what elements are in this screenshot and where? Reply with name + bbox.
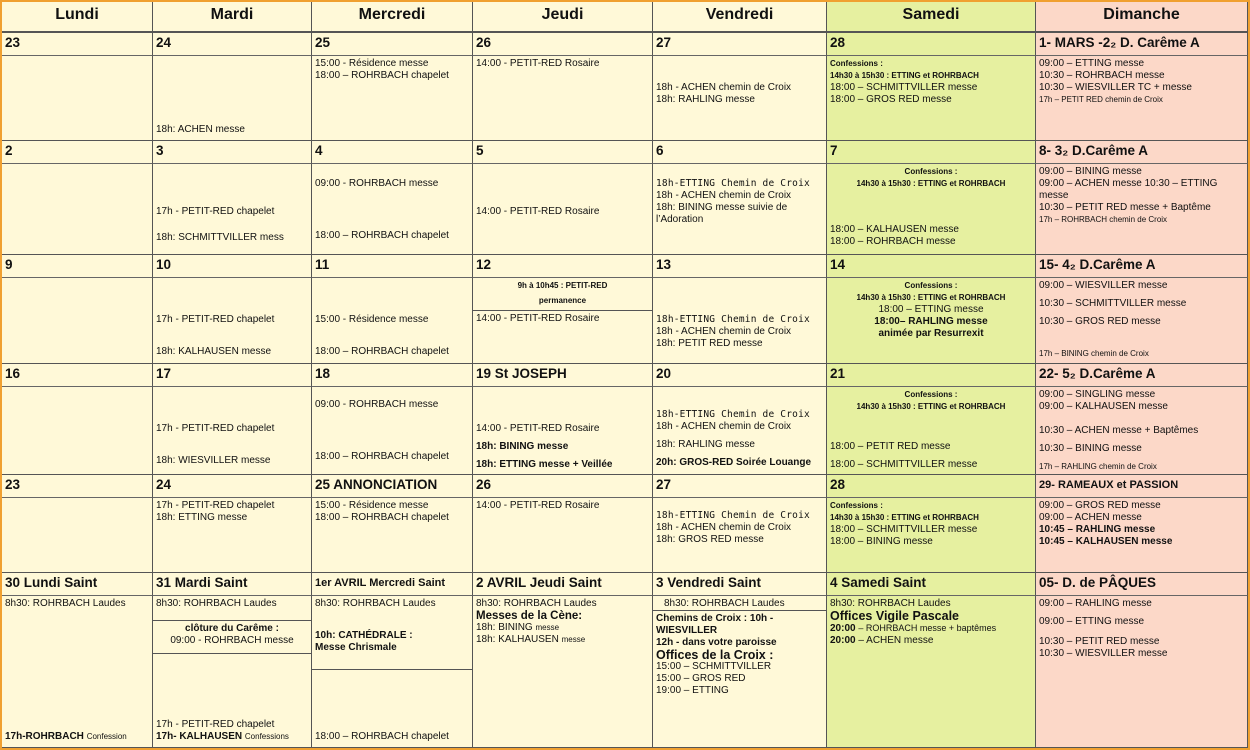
events-cell	[312, 596, 473, 748]
event-line: Offices de la Croix :	[656, 648, 774, 662]
event-line: 18:00 – SCHMITTVILLER messe	[830, 459, 978, 470]
event-line: 14h30 à 15h30 : ETTING et ROHRBACH	[856, 179, 1006, 188]
events-cell	[153, 164, 312, 255]
event-line: 14:00 - PETIT-RED Rosaire	[476, 58, 600, 69]
event-line: 15:00 - Résidence messe	[315, 58, 429, 69]
events-cell	[827, 278, 1036, 364]
event-line: 18h - ACHEN chemin de Croix	[656, 190, 792, 201]
event-line: 18h: GROS RED messe	[656, 534, 764, 545]
date-cell: 24	[153, 33, 312, 56]
date-cell: 30 Lundi Saint	[2, 573, 153, 596]
event-line: 17h - PETIT-RED chapelet	[156, 500, 275, 511]
events-cell	[1036, 56, 1248, 141]
event-line: 15:00 – SCHMITTVILLER	[656, 661, 772, 672]
date-cell: 24	[153, 475, 312, 498]
event-line: 10:30 – ACHEN messe + Baptêmes	[1039, 425, 1199, 436]
events-cell	[153, 498, 312, 573]
events-cell	[653, 596, 827, 748]
event-line: 18h-ETTING Chemin de Croix	[656, 510, 810, 521]
event-line: 14h30 à 15h30 : ETTING et ROHRBACH	[856, 402, 1006, 411]
event-line: Offices Vigile Pascale	[830, 609, 960, 623]
date-cell: 18	[312, 364, 473, 387]
event-line: 14:00 - PETIT-RED Rosaire	[476, 500, 600, 511]
header-vendredi: Vendredi	[653, 2, 827, 33]
event-line: 20h: GROS-RED Soirée Louange	[656, 457, 812, 468]
date-cell: 25 ANNONCIATION	[312, 475, 473, 498]
events-cell	[653, 498, 827, 573]
event-line: 10:30 – BINING messe	[1039, 443, 1142, 454]
event-line: 09:00 - ROHRBACH messe	[315, 178, 439, 189]
events-cell	[2, 278, 153, 364]
events-cell	[2, 498, 153, 573]
event-line: 18h: BINING messe	[476, 441, 569, 452]
event-line: 14h30 à 15h30 : ETTING et ROHRBACH	[830, 71, 979, 80]
event-line: 10:45 – RAHLING messe	[1039, 524, 1156, 535]
event-line: 18:00 – BINING messe	[830, 536, 933, 547]
event-line: 20:00	[830, 623, 856, 634]
event-line: 18h-ETTING Chemin de Croix	[656, 409, 810, 420]
date-cell: 7	[827, 141, 1036, 164]
events-cell	[312, 164, 473, 255]
event-line: 18h - ACHEN chemin de Croix	[656, 522, 792, 533]
date-cell: 9	[2, 255, 153, 278]
date-cell: 11	[312, 255, 473, 278]
event-line: 09:00 – WIESVILLER messe	[1039, 280, 1168, 291]
date-cell: 3 Vendredi Saint	[653, 573, 827, 596]
event-line: 17h-ROHRBACH	[5, 731, 84, 742]
event-line: 18:00 – ROHRBACH chapelet	[315, 346, 449, 357]
event-line: 18:00 – KALHAUSEN messe	[830, 224, 959, 235]
date-cell: 27	[653, 475, 827, 498]
event-line: 18h: PETIT RED messe	[656, 338, 763, 349]
event-line: 10h: CATHÉDRALE :	[315, 630, 413, 641]
header-mardi: Mardi	[153, 2, 312, 33]
event-line: 8h30: ROHRBACH Laudes	[664, 598, 785, 609]
event-line: 09:00 – GROS RED messe	[1039, 500, 1161, 511]
event-line: 17h- KALHAUSEN	[156, 731, 243, 742]
event-line: 18:00 – SCHMITTVILLER messe	[830, 82, 978, 93]
date-cell: 1- MARS -2₂ D. Carême A	[1036, 33, 1248, 56]
events-cell	[827, 56, 1036, 141]
event-line: Confessions	[244, 732, 289, 741]
lent-calendar	[2, 2, 1248, 748]
event-line: 09:00 – ACHEN messe 10:30 – ETTING messe	[1039, 178, 1218, 201]
event-line: 18:00– RAHLING messe	[874, 316, 988, 327]
event-line: 15:00 - Résidence messe	[315, 314, 429, 325]
events-cell	[653, 164, 827, 255]
events-cell	[312, 278, 473, 364]
event-line: 18:00 – PETIT RED messe	[830, 441, 951, 452]
date-cell: 21	[827, 364, 1036, 387]
event-line: Confessions :	[904, 167, 958, 176]
date-cell: 13	[653, 255, 827, 278]
events-cell	[653, 56, 827, 141]
date-cell: 23	[2, 475, 153, 498]
event-line: 15:00 – GROS RED	[656, 673, 746, 684]
event-line: 18:00 – ROHRBACH chapelet	[315, 70, 449, 81]
event-line: 20:00	[830, 635, 856, 646]
event-line: 18:00 – ETTING messe	[878, 304, 984, 315]
event-line: – ROHRBACH messe + baptêmes	[858, 623, 997, 633]
date-cell: 19 St JOSEPH	[473, 364, 653, 387]
events-cell	[312, 498, 473, 573]
event-line: Chemins de Croix : 10h - WIESVILLER	[656, 613, 774, 636]
events-cell	[653, 387, 827, 475]
events-cell	[653, 278, 827, 364]
event-line: 14h30 à 15h30 : ETTING et ROHRBACH	[830, 513, 979, 522]
event-line: 18h: BINING messe suivie de l’Adoration	[656, 202, 788, 225]
event-line: 18h: ETTING messe	[156, 512, 248, 523]
event-line: 18h-ETTING Chemin de Croix	[656, 178, 810, 189]
event-line: 8h30: ROHRBACH Laudes	[315, 598, 436, 609]
header-lundi: Lundi	[2, 2, 153, 33]
event-line: 17h – PETIT RED chemin de Croix	[1039, 95, 1163, 104]
events-cell	[1036, 164, 1248, 255]
event-line: 17h – BINING chemin de Croix	[1039, 349, 1149, 358]
event-line: permanence	[538, 296, 587, 305]
date-cell: 28	[827, 475, 1036, 498]
event-line: 8h30: ROHRBACH Laudes	[830, 598, 951, 609]
event-line: 18h: KALHAUSEN	[476, 634, 559, 645]
event-line: 18:00 – GROS RED messe	[830, 94, 952, 105]
event-line: 19:00 – ETTING	[656, 685, 729, 696]
date-cell: 12	[473, 255, 653, 278]
events-cell	[312, 56, 473, 141]
date-cell: 14	[827, 255, 1036, 278]
event-line: 10:30 – WIESVILLER messe	[1039, 648, 1168, 659]
event-line: 14:00 - PETIT-RED Rosaire	[476, 423, 600, 434]
header-dimanche: Dimanche	[1036, 2, 1248, 33]
date-cell: 8- 3₂ D.Carême A	[1036, 141, 1248, 164]
event-line: messe	[535, 623, 560, 632]
event-line: clôture du Carême :	[185, 623, 279, 634]
events-cell	[1036, 498, 1248, 573]
date-cell: 27	[653, 33, 827, 56]
event-line: 17h – ROHRBACH chemin de Croix	[1039, 215, 1168, 224]
event-line: Confessions :	[904, 281, 958, 290]
event-line: animée par Resurrexit	[878, 328, 984, 339]
event-line: 09:00 – ETTING messe	[1039, 58, 1145, 69]
event-line: 18:00 – ROHRBACH chapelet	[315, 731, 449, 742]
event-line: 09:00 – KALHAUSEN messe	[1039, 401, 1168, 412]
event-line: 17h - PETIT-RED chapelet	[156, 423, 275, 434]
events-cell	[2, 596, 153, 748]
event-line: 18h - ACHEN chemin de Croix	[656, 326, 792, 337]
event-line: messe	[561, 635, 586, 644]
events-cell	[153, 387, 312, 475]
event-line: 14h30 à 15h30 : ETTING et ROHRBACH	[856, 293, 1006, 302]
event-line: 18h: SCHMITTVILLER mess	[156, 232, 284, 243]
date-cell: 17	[153, 364, 312, 387]
date-cell: 3	[153, 141, 312, 164]
event-line: 17h - PETIT-RED chapelet	[156, 206, 275, 217]
event-line: 17h – RAHLING chemin de Croix	[1039, 462, 1157, 471]
event-line: Messes de la Cène:	[476, 610, 583, 622]
events-cell	[473, 596, 653, 748]
event-line: 18:00 – ROHRBACH chapelet	[315, 512, 449, 523]
event-line: 9h à 10h45 : PETIT-RED	[517, 281, 608, 290]
event-line: 18h: ETTING messe + Veillée	[476, 459, 613, 470]
event-line: 10:45 – KALHAUSEN messe	[1039, 536, 1173, 547]
date-cell: 25	[312, 33, 473, 56]
events-cell	[473, 56, 653, 141]
event-line: 09:00 – SINGLING messe	[1039, 389, 1156, 400]
events-cell	[827, 498, 1036, 573]
events-cell	[473, 498, 653, 573]
event-line: 09:00 – ETTING messe	[1039, 616, 1145, 627]
event-line: 18:00 – ROHRBACH messe	[830, 236, 956, 247]
event-line: 09:00 - ROHRBACH messe	[315, 399, 439, 410]
event-line: 09:00 – BINING messe	[1039, 166, 1142, 177]
event-line: 18:00 – ROHRBACH chapelet	[315, 230, 449, 241]
date-cell: 26	[473, 475, 653, 498]
header-samedi: Samedi	[827, 2, 1036, 33]
event-line: 18h: RAHLING messe	[656, 94, 755, 105]
event-line: Confession	[86, 732, 127, 741]
date-cell: 4	[312, 141, 473, 164]
date-cell: 28	[827, 33, 1036, 56]
date-cell: 15- 4₂ D.Carême A	[1036, 255, 1248, 278]
events-cell	[2, 387, 153, 475]
event-line: 8h30: ROHRBACH Laudes	[476, 598, 597, 609]
event-line: 12h - dans votre paroisse	[656, 637, 777, 648]
events-cell	[827, 387, 1036, 475]
event-line: Confessions :	[830, 501, 883, 510]
event-line: 14:00 - PETIT-RED Rosaire	[476, 206, 600, 217]
date-cell: 26	[473, 33, 653, 56]
date-cell: 6	[653, 141, 827, 164]
event-line: – ACHEN messe	[858, 635, 934, 646]
events-cell	[1036, 278, 1248, 364]
events-cell	[1036, 596, 1248, 748]
event-line: 8h30: ROHRBACH Laudes	[5, 598, 126, 609]
events-cell	[312, 387, 473, 475]
event-line: 10:30 – PETIT RED messe + Baptême	[1039, 202, 1211, 213]
events-cell	[1036, 387, 1248, 475]
header-mercredi: Mercredi	[312, 2, 473, 33]
event-line: 10:30 – ROHRBACH messe	[1039, 70, 1165, 81]
event-line: Confessions :	[904, 390, 958, 399]
events-cell	[153, 278, 312, 364]
events-cell	[153, 56, 312, 141]
events-cell	[473, 164, 653, 255]
date-cell: 20	[653, 364, 827, 387]
date-cell: 29- RAMEAUX et PASSION	[1036, 475, 1248, 498]
event-line: 15:00 - Résidence messe	[315, 500, 429, 511]
event-line: Messe Chrismale	[315, 642, 397, 653]
event-line: 18h: WIESVILLER messe	[156, 455, 271, 466]
date-cell: 05- D. de PÂQUES	[1036, 573, 1248, 596]
event-line: 10:30 – PETIT RED messe	[1039, 636, 1160, 647]
event-line: 18h-ETTING Chemin de Croix	[656, 314, 810, 325]
events-cell	[473, 387, 653, 475]
event-line: 8h30: ROHRBACH Laudes	[156, 598, 277, 609]
event-line: 18:00 – SCHMITTVILLER messe	[830, 524, 978, 535]
date-cell: 10	[153, 255, 312, 278]
events-cell	[827, 164, 1036, 255]
event-line: 18h - ACHEN chemin de Croix	[656, 82, 792, 93]
date-cell: 16	[2, 364, 153, 387]
date-cell: 2 AVRIL Jeudi Saint	[473, 573, 653, 596]
event-line: Confessions :	[830, 59, 883, 68]
event-line: 14:00 - PETIT-RED Rosaire	[473, 310, 652, 327]
event-line: 17h - PETIT-RED chapelet	[156, 719, 275, 730]
event-line: 17h - PETIT-RED chapelet	[156, 314, 275, 325]
events-cell	[2, 164, 153, 255]
event-line: 18h - ACHEN chemin de Croix	[656, 421, 792, 432]
event-line: 18h: RAHLING messe	[656, 439, 755, 450]
date-cell: 4 Samedi Saint	[827, 573, 1036, 596]
date-cell: 23	[2, 33, 153, 56]
events-cell	[2, 56, 153, 141]
event-line: 10:30 – WIESVILLER TC + messe	[1039, 82, 1192, 93]
date-cell: 2	[2, 141, 153, 164]
event-line: 09:00 – ACHEN messe	[1039, 512, 1142, 523]
header-jeudi: Jeudi	[473, 2, 653, 33]
date-cell: 31 Mardi Saint	[153, 573, 312, 596]
event-line: 18h: BINING	[476, 622, 533, 633]
event-line: 09:00 - ROHRBACH messe	[170, 635, 294, 646]
date-cell: 5	[473, 141, 653, 164]
events-cell	[153, 596, 312, 748]
events-cell	[827, 596, 1036, 748]
date-cell: 22- 5₂ D.Carême A	[1036, 364, 1248, 387]
event-line: 18h: ACHEN messe	[156, 124, 245, 135]
event-line: 18:00 – ROHRBACH chapelet	[315, 451, 449, 462]
events-cell	[473, 278, 653, 364]
event-line: 10:30 – GROS RED messe	[1039, 316, 1161, 327]
event-line: 09:00 – RAHLING messe	[1039, 598, 1152, 609]
event-line: 10:30 – SCHMITTVILLER messe	[1039, 298, 1187, 309]
event-line: 18h: KALHAUSEN messe	[156, 346, 272, 357]
date-cell: 1er AVRIL Mercredi Saint	[312, 573, 473, 596]
